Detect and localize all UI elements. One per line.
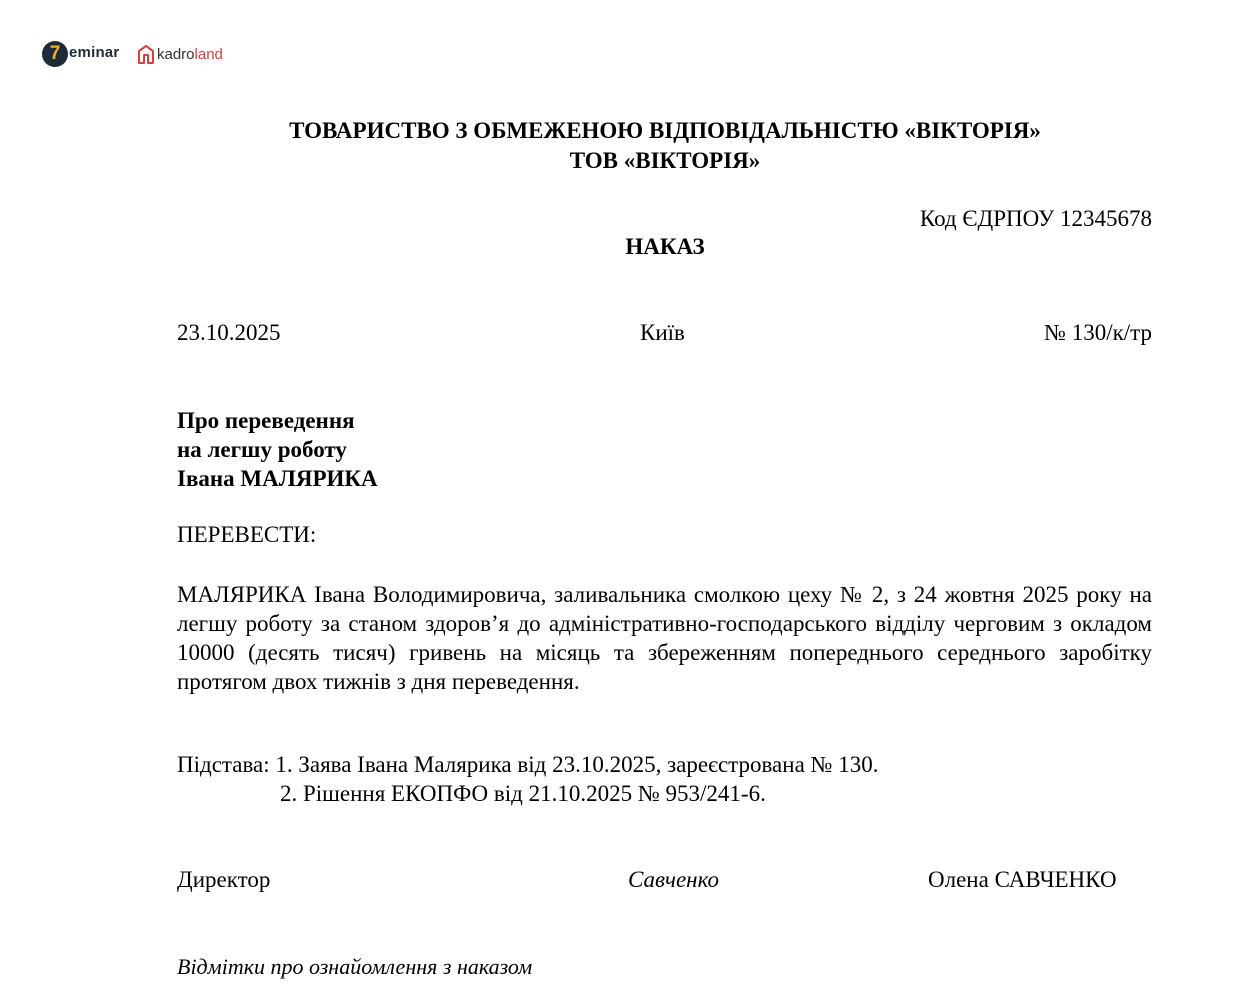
seminar-logo-digit: 7	[49, 43, 61, 64]
kadroland-logo-text	[157, 46, 223, 63]
subject-line: Про переведення	[177, 408, 355, 433]
document-type-title: НАКАЗ	[625, 234, 705, 259]
signatory-name: Олена САВЧЕНКО	[928, 867, 1117, 892]
order-verb: ПЕРЕВЕСТИ:	[177, 522, 317, 547]
organization-full-name: ТОВАРИСТВО З ОБМЕЖЕНОЮ ВІДПОВІДАЛЬНІСТЮ «ВІКТОРІЯ»	[289, 118, 1041, 143]
kadroland-logo-icon	[137, 44, 155, 64]
subject-line: на легшу роботу	[177, 437, 347, 462]
organization-short-name: ТОВ «ВІКТОРІЯ»	[569, 148, 761, 173]
order-date: 23.10.2025	[177, 320, 281, 345]
order-body-text: МАЛЯРИКА Івана Володимировича, заливальника смолкою цеху № 2, з 24 жовтня 2025 року на легшу роботу за станом здоров’я до адміністративно-господарського відділу черговим з окладом 10000 (десять тисяч) гривень на місяць та збереженням попереднього середнього заробітку протягом двох тижнів з дня переведення.	[177, 582, 1152, 694]
kadroland-logo-accent: land	[194, 46, 223, 63]
subject-line: Івана МАЛЯРИКА	[177, 466, 378, 491]
basis-line-1: Підстава: 1. Заява Івана Малярика від 23.10.2025, зареєстрована № 130.	[177, 752, 879, 777]
kadroland-logo-main: kadro	[157, 46, 195, 63]
signatory-position: Директор	[177, 867, 271, 892]
acknowledgement-note: Відмітки про ознайомлення з наказом	[177, 954, 533, 979]
order-number: № 130/к/тр	[1044, 320, 1152, 345]
basis-line-2: 2. Рішення ЕКОПФО від 21.10.2025 № 953/241-6.	[280, 781, 766, 806]
signature-handwritten: Савченко	[628, 867, 719, 892]
order-subject	[177, 406, 378, 493]
seminar-logo-badge	[42, 41, 68, 67]
edrpou-code: Код ЄДРПОУ 12345678	[919, 206, 1152, 231]
order-city: Київ	[640, 320, 685, 345]
seminar-logo-text: eminar	[69, 44, 120, 61]
